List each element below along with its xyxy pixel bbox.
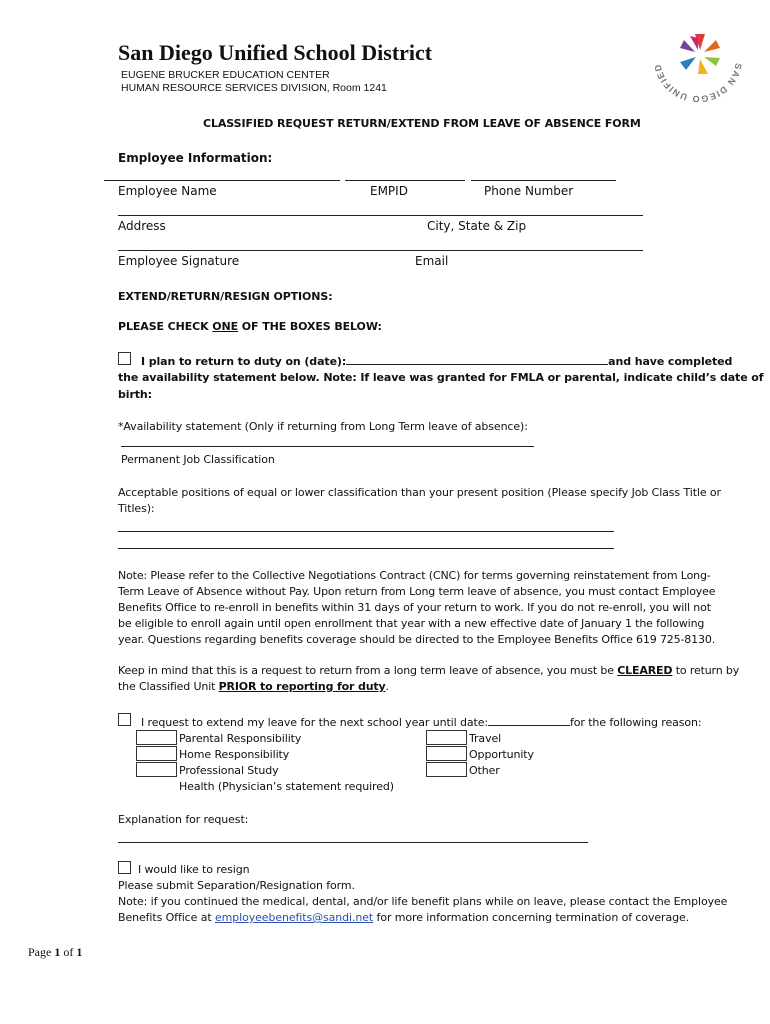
city-state-zip-label: City, State & Zip — [427, 219, 527, 233]
resign-label: I would like to resign — [138, 863, 250, 876]
return-date-field[interactable] — [346, 354, 608, 365]
options-heading: EXTEND/RETURN/RESIGN OPTIONS: — [118, 290, 333, 303]
cnc-note: Note: Please refer to the Collective Negotiations Contract (CNC) for terms governing reinstatement from Long- Term Leave of Absence without Pay. Upon return from Long term leave of absence, you must contact Employee Benefits Office to re-enroll in benefits within 31 days of your return to work. If you do not re-enroll, you will not be eligible to enroll again until open enrollment that year with a new effective date of January 1 the following year. Questions regarding benefits coverage should be directed to the Employee Benefits Office 619 725-8130. — [118, 569, 716, 646]
address-label: Address — [118, 219, 166, 233]
reason-other: Other — [469, 764, 500, 777]
return-line-3: birth: — [118, 388, 152, 401]
employee-name-label: Employee Name — [118, 184, 217, 198]
return-line-1: I plan to return to duty on (date): and have completed — [141, 355, 733, 368]
resign-benefits-note-2: Benefits Office at employeebenefits@sandi.net for more information concerning termination of coverage. — [118, 911, 690, 924]
empid-field[interactable] — [345, 180, 465, 181]
logo-star-icon — [648, 8, 748, 108]
explanation-label: Explanation for request: — [118, 813, 249, 826]
extend-date-field[interactable] — [488, 715, 570, 726]
acceptable-positions-line-1: Acceptable positions of equal or lower classification than your present position (Please specify Job Class Title or — [118, 486, 721, 499]
reason-box-opportunity[interactable] — [426, 746, 467, 761]
address-line-2: HUMAN RESOURCE SERVICES DIVISION, Room 1241 — [121, 82, 387, 94]
employee-name-field[interactable] — [104, 180, 340, 181]
phone-label: Phone Number — [484, 184, 574, 198]
signature-label: Employee Signature — [118, 254, 240, 268]
reason-box-parental[interactable] — [136, 730, 177, 745]
reason-home: Home Responsibility — [179, 748, 290, 761]
reason-box-professional[interactable] — [136, 762, 177, 777]
reason-health: Health (Physician’s statement required) — [179, 780, 394, 793]
return-line-2: the availability statement below. Note: If leave was granted for FMLA or parental, indicate child’s date of — [118, 371, 764, 384]
reason-box-travel[interactable] — [426, 730, 467, 745]
acceptable-positions-field-1[interactable] — [118, 531, 614, 532]
availability-statement: *Availability statement (Only if returning from Long Term leave of absence): — [118, 420, 528, 433]
permanent-job-label: Permanent Job Classification — [121, 453, 275, 466]
svg-text:SAN DIEGO UNIFIED SCHOOL DISTR — [648, 8, 744, 104]
address-field[interactable] — [118, 215, 643, 216]
reason-parental: Parental Responsibility — [179, 732, 302, 745]
explanation-field[interactable] — [118, 842, 588, 843]
page-indicator: Page 1 of 1 — [28, 945, 83, 959]
job-classification-field[interactable] — [121, 446, 534, 447]
cleared-note: Keep in mind that this is a request to return from a long term leave of absence, you must be CLEARED to return by the Classified Unit PRIOR to reporting for duty. — [118, 664, 740, 693]
acceptable-positions-field-2[interactable] — [118, 548, 614, 549]
return-checkbox[interactable] — [118, 352, 131, 365]
acceptable-positions-line-2: Titles): — [118, 502, 155, 515]
district-logo — [648, 8, 748, 108]
signature-field[interactable] — [118, 250, 643, 251]
reason-opportunity: Opportunity — [469, 748, 534, 761]
reason-travel: Travel — [469, 732, 502, 745]
logo-text: SAN DIEGO UNIFIED — [652, 62, 744, 105]
extend-text: I request to extend my leave for the next school year until date: for the following reason: — [141, 716, 702, 729]
extend-checkbox[interactable] — [118, 713, 131, 726]
phone-field[interactable] — [471, 180, 616, 181]
email-label: Email — [415, 254, 449, 268]
district-title: San Diego Unified School District — [118, 40, 433, 65]
reason-box-home[interactable] — [136, 746, 177, 761]
reason-box-other[interactable] — [426, 762, 467, 777]
resign-checkbox[interactable] — [118, 861, 131, 874]
form-title: CLASSIFIED REQUEST RETURN/EXTEND FROM LEAVE OF ABSENCE FORM — [203, 117, 641, 130]
empid-label: EMPID — [370, 184, 408, 198]
resign-submit-note: Please submit Separation/Resignation form. — [118, 879, 355, 892]
resign-benefits-note-1: Note: if you continued the medical, dental, and/or life benefit plans while on leave, please contact the Employee — [118, 895, 728, 908]
benefits-email-link[interactable]: employeebenefits@sandi.net — [214, 911, 374, 924]
address-line-1: EUGENE BRUCKER EDUCATION CENTER — [121, 69, 330, 81]
check-one-instruction: PLEASE CHECK ONE OF THE BOXES BELOW: — [118, 320, 382, 333]
employee-info-heading: Employee Information: — [118, 151, 273, 165]
reason-professional: Professional Study — [179, 764, 279, 777]
